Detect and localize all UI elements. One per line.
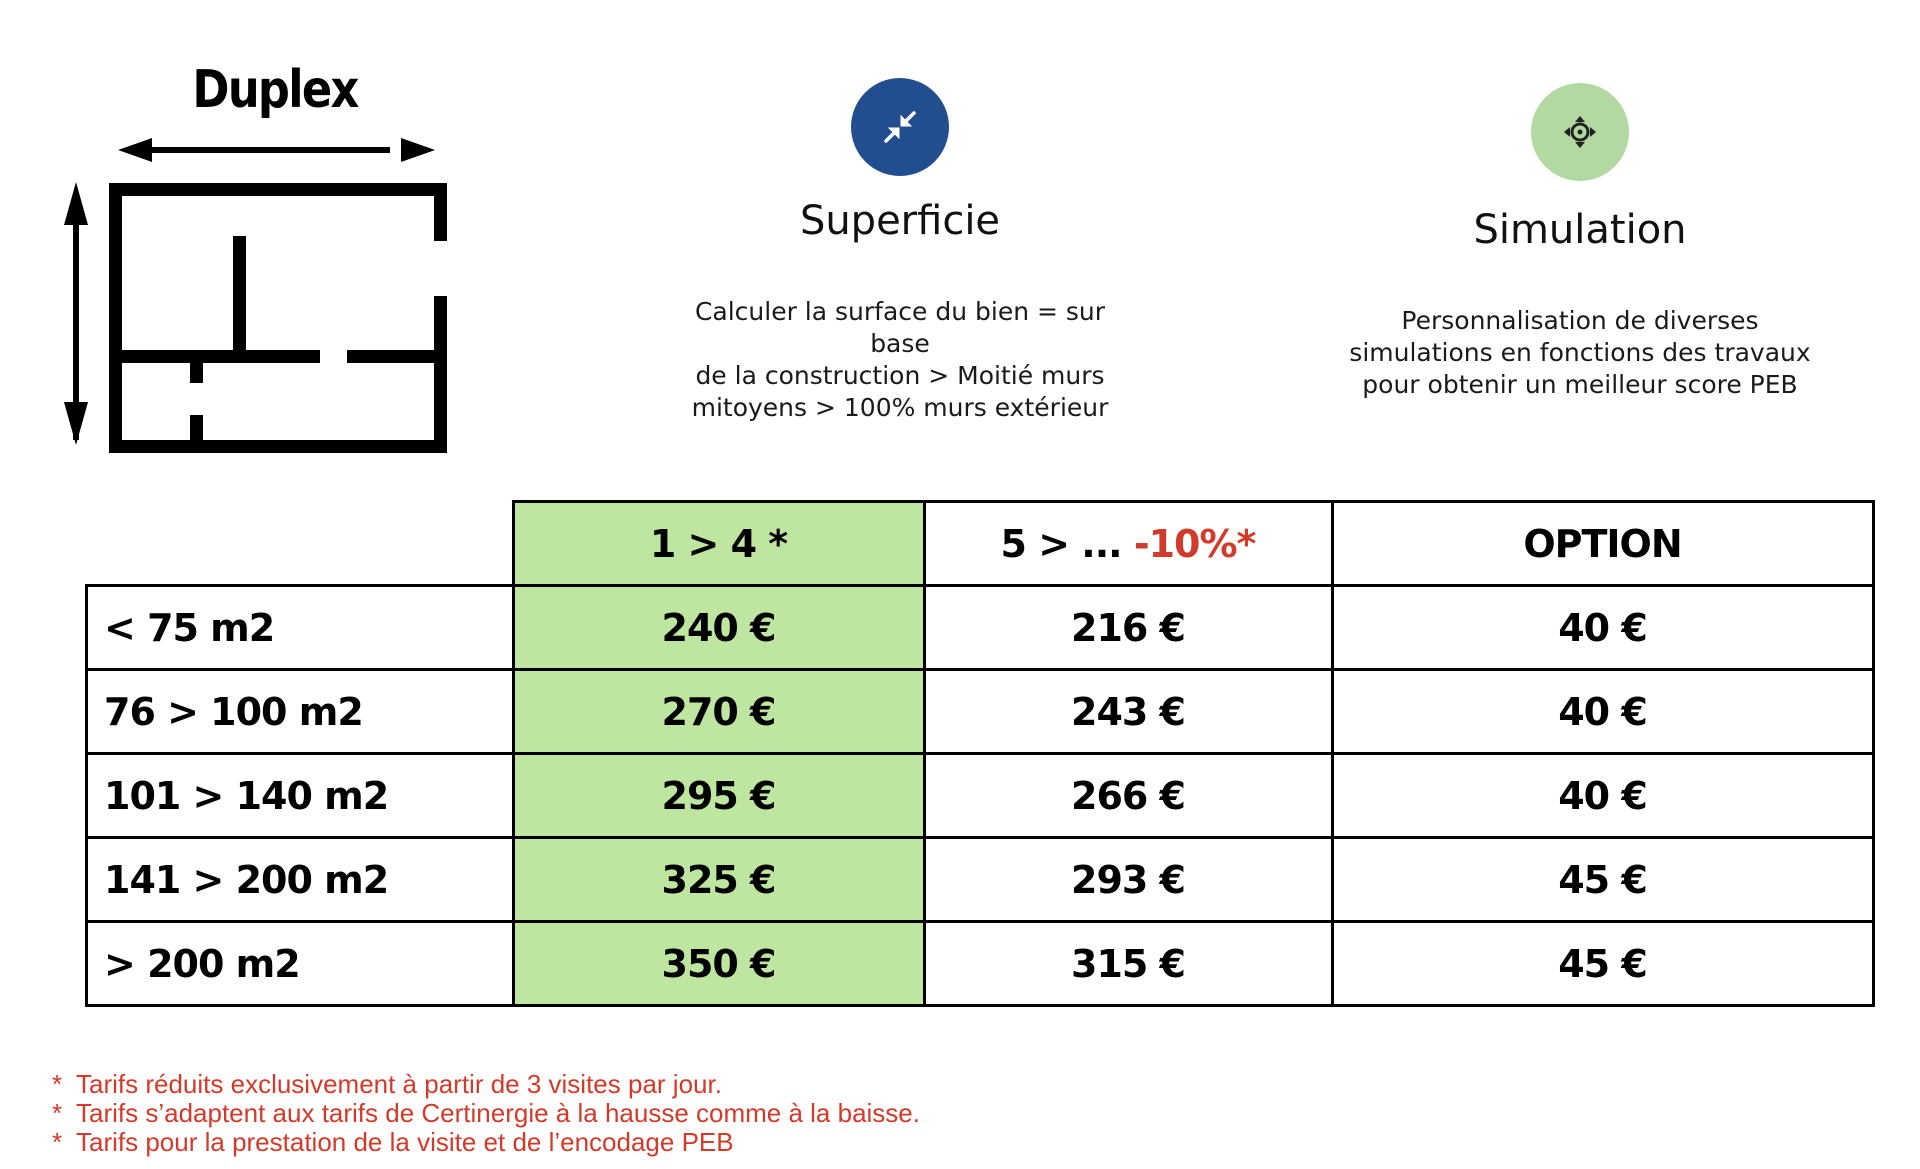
feature-description: Calculer la surface du bien = sur base de la construction > Moitié murs mitoyens > 100% murs extérieur: [691, 297, 1109, 422]
option-price: 45 €: [1332, 922, 1873, 1006]
price-table: [85, 500, 1875, 1007]
footnote: [52, 1070, 920, 1099]
table-header-row: [87, 502, 1874, 586]
footnote-marker: *: [52, 1127, 63, 1157]
standard-price: 270 €: [513, 670, 924, 754]
discount-label: -10%*: [1133, 521, 1256, 566]
footnote-text: Tarifs pour la prestation de la visite et de l’encodage PEB: [76, 1127, 734, 1157]
header-reduced: 5 > ... -10%*: [924, 502, 1332, 586]
reduced-price: 243 €: [924, 670, 1332, 754]
standard-price: 350 €: [513, 922, 924, 1006]
option-price: 40 €: [1332, 670, 1873, 754]
table-row: [87, 922, 1874, 1006]
feature-superficie: [660, 78, 1140, 424]
compress-arrows-icon: [851, 78, 949, 176]
footnotes: [52, 1070, 920, 1157]
crosshair-move-icon: [1531, 83, 1629, 181]
table-row: [87, 754, 1874, 838]
plan-title: Duplex: [192, 60, 358, 120]
standard-price: 295 €: [513, 754, 924, 838]
footnote-text: Tarifs s’adaptent aux tarifs de Certinergie à la hausse comme à la baisse.: [76, 1098, 920, 1128]
option-price: 40 €: [1332, 754, 1873, 838]
surface-label: < 75 m2: [87, 586, 514, 670]
footnote: [52, 1128, 920, 1157]
standard-price: 325 €: [513, 838, 924, 922]
reduced-price: 315 €: [924, 922, 1332, 1006]
footnote-marker: *: [52, 1069, 63, 1099]
reduced-price: 216 €: [924, 586, 1332, 670]
table-row: [87, 586, 1874, 670]
surface-label: 141 > 200 m2: [87, 838, 514, 922]
height-arrow-icon: [64, 182, 88, 445]
width-arrow-icon: [118, 138, 435, 162]
reduced-price: 266 €: [924, 754, 1332, 838]
table-row: [87, 838, 1874, 922]
table-corner: [87, 502, 514, 586]
header-standard: 1 > 4 *: [513, 502, 924, 586]
floor-plan-walls: [109, 183, 447, 453]
standard-price: 240 €: [513, 586, 924, 670]
feature-description: Personnalisation de diverses simulations en fonctions des travaux pour obtenir un meilleur score PEB: [1349, 306, 1811, 399]
footnote: [52, 1099, 920, 1128]
footnote-marker: *: [52, 1098, 63, 1128]
surface-label: > 200 m2: [87, 922, 514, 1006]
header-option: OPTION: [1332, 502, 1873, 586]
reduced-price: 293 €: [924, 838, 1332, 922]
footnote-text: Tarifs réduits exclusivement à partir de 3 visites par jour.: [76, 1069, 722, 1099]
feature-title: Simulation: [1473, 207, 1687, 253]
option-price: 40 €: [1332, 586, 1873, 670]
table-row: [87, 670, 1874, 754]
surface-label: 101 > 140 m2: [87, 754, 514, 838]
feature-title: Superficie: [799, 198, 1001, 244]
floor-plan-diagram: [40, 60, 460, 460]
option-price: 45 €: [1332, 838, 1873, 922]
surface-label: 76 > 100 m2: [87, 670, 514, 754]
feature-simulation: [1330, 83, 1830, 401]
